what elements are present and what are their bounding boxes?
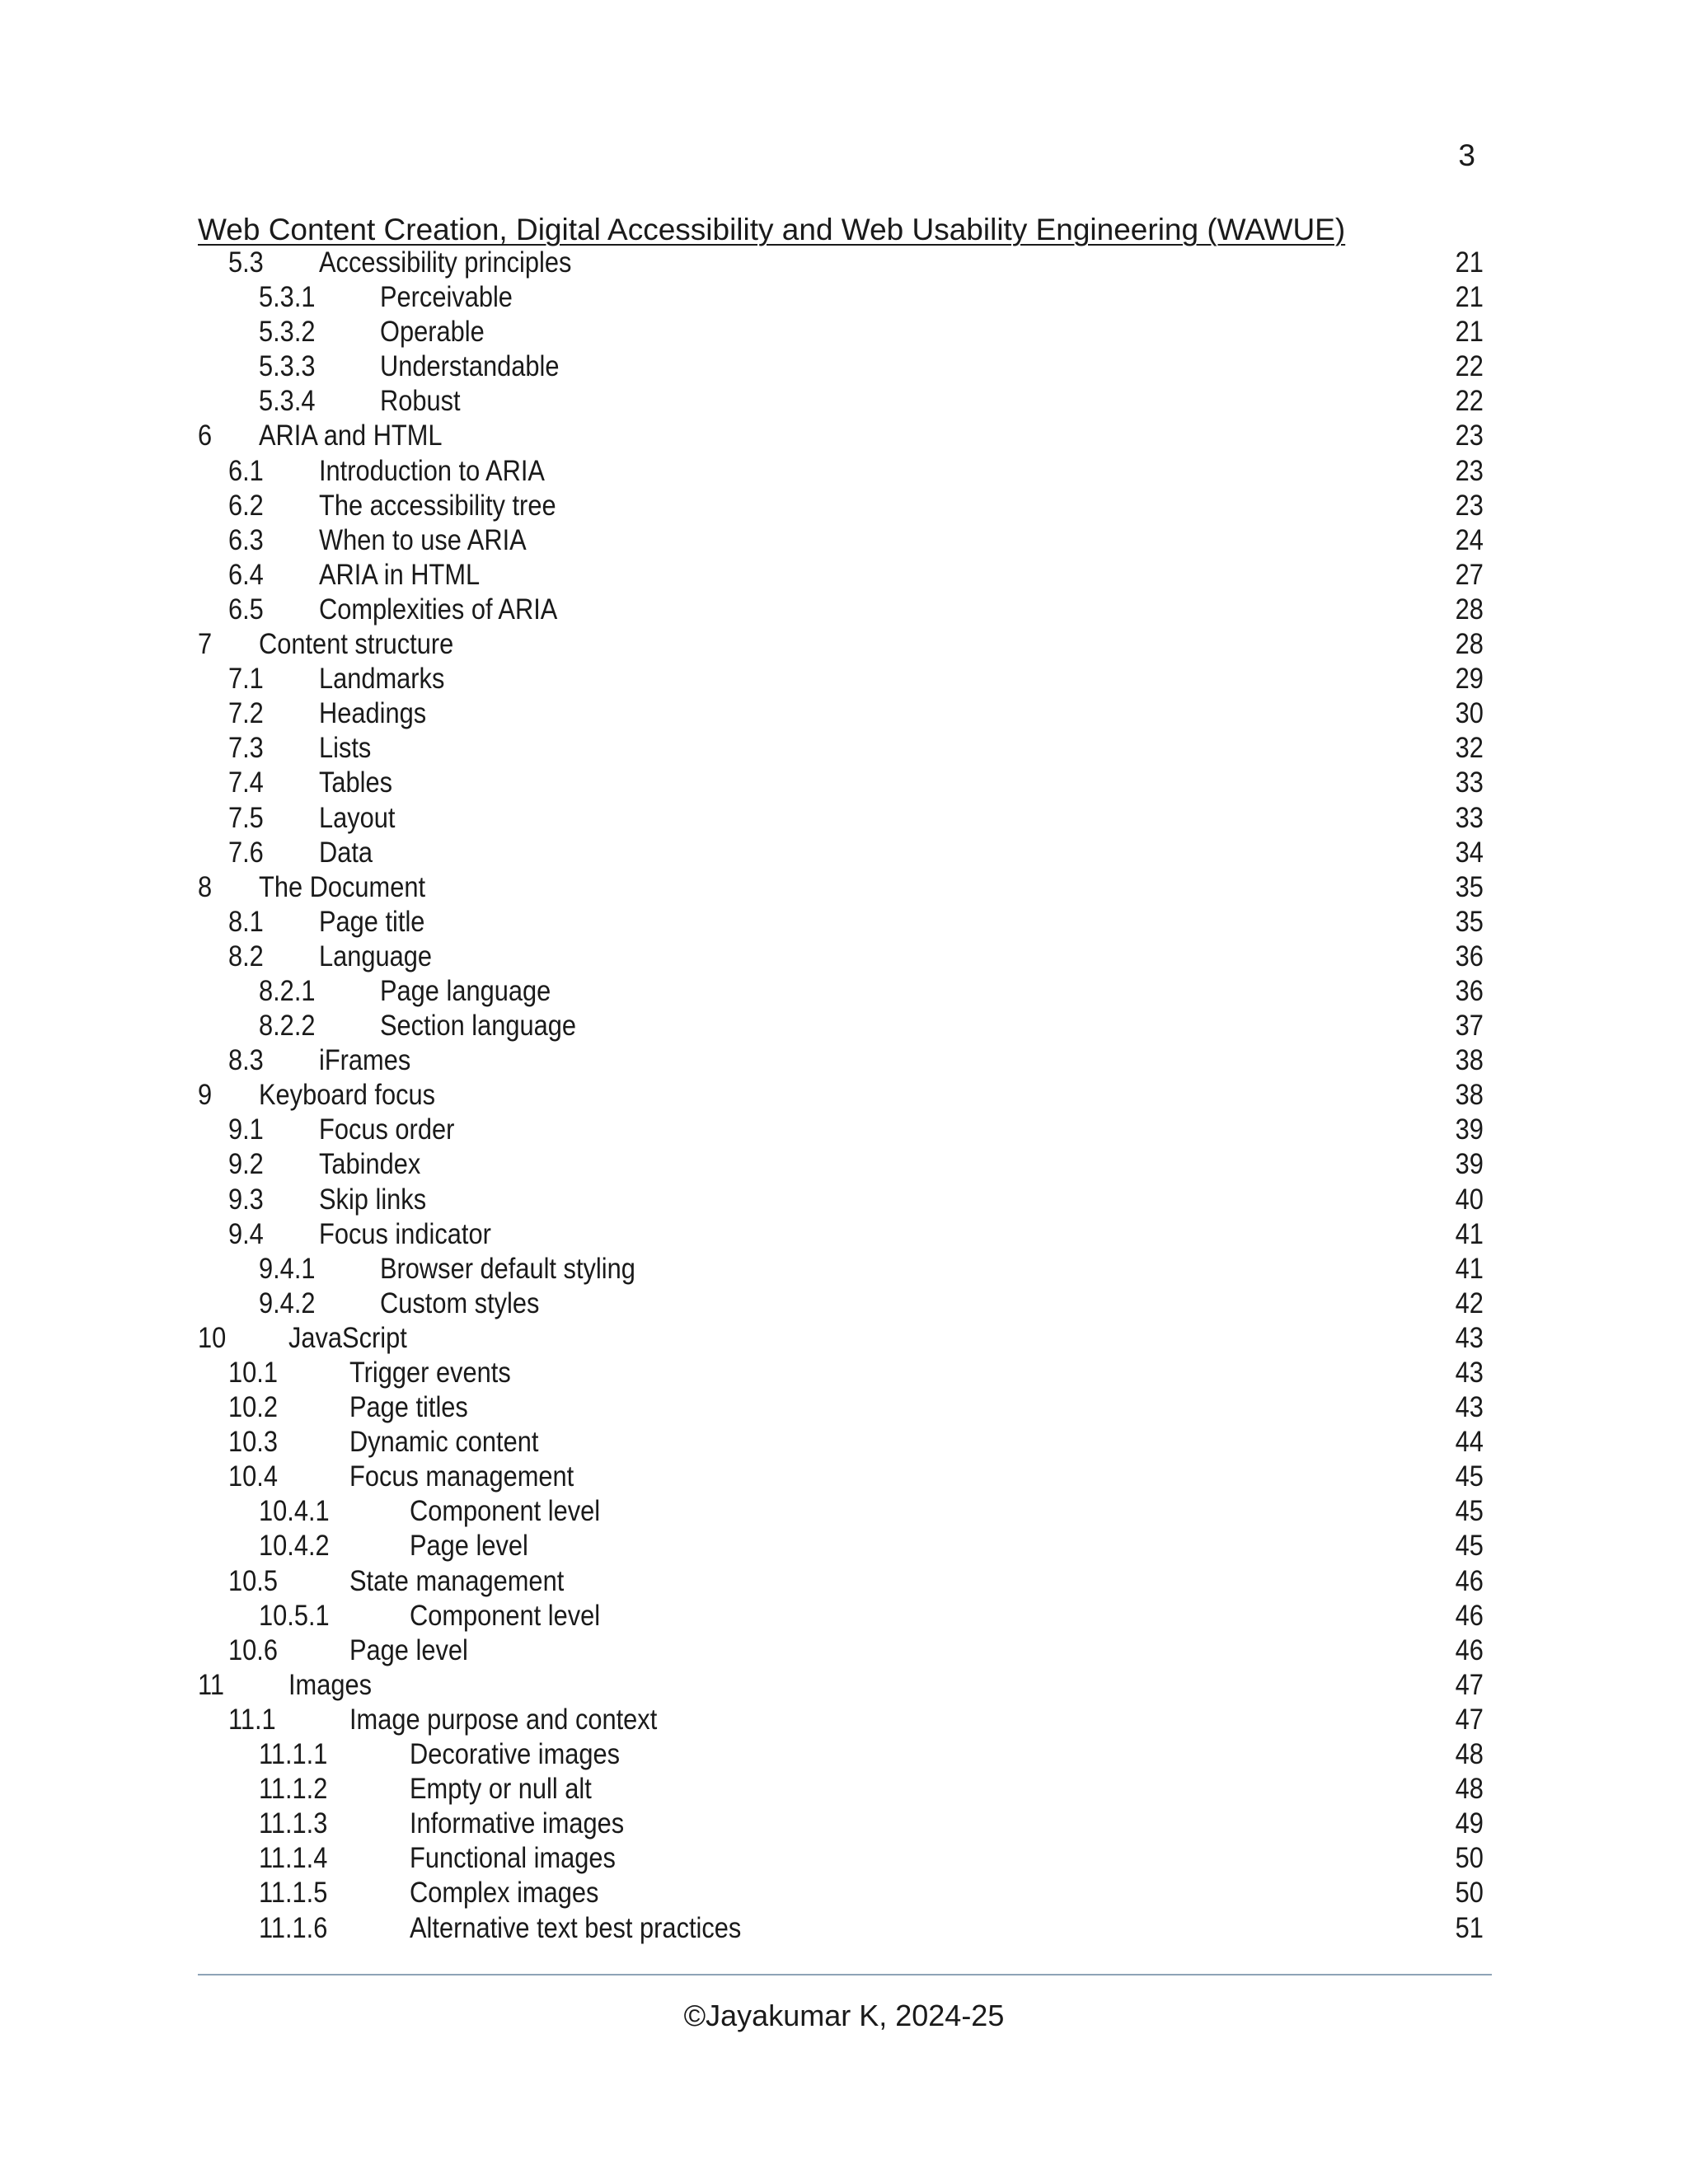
toc-entry-label: Tables bbox=[319, 766, 393, 799]
toc-entry-page: 48 bbox=[1455, 1738, 1484, 1771]
toc-entry-label: Tabindex bbox=[319, 1148, 421, 1181]
toc-entry-number: 7.6 bbox=[228, 836, 264, 869]
toc-entry[interactable] bbox=[198, 731, 1484, 766]
toc-entry-page: 36 bbox=[1455, 974, 1484, 1007]
toc-entry-label: Accessibility principles bbox=[319, 246, 572, 279]
toc-entry-page: 35 bbox=[1455, 870, 1484, 903]
toc-entry-number: 5.3.3 bbox=[259, 350, 316, 383]
toc-entry-label: Skip links bbox=[319, 1183, 427, 1216]
toc-entry-label: Language bbox=[319, 940, 433, 972]
toc-entry[interactable] bbox=[198, 1737, 1484, 1772]
toc-entry-label: Empty or null alt bbox=[410, 1773, 592, 1806]
toc-entry-label: Component level bbox=[410, 1599, 601, 1632]
toc-entry-number: 9.3 bbox=[228, 1183, 264, 1216]
toc-entry-label: Component level bbox=[410, 1495, 601, 1528]
toc-entry-label: Alternative text best practices bbox=[410, 1911, 742, 1944]
toc-entry-page: 36 bbox=[1455, 940, 1484, 972]
toc-entry[interactable] bbox=[198, 1183, 1484, 1217]
toc-entry[interactable] bbox=[198, 1494, 1484, 1529]
toc-entry-page: 29 bbox=[1455, 663, 1484, 696]
toc-entry-number: 11.1.3 bbox=[259, 1807, 328, 1840]
toc-entry-number: 9 bbox=[198, 1079, 213, 1112]
toc-entry-page: 38 bbox=[1455, 1079, 1484, 1112]
toc-entry[interactable] bbox=[198, 870, 1484, 905]
toc-entry-number: 10.4 bbox=[228, 1460, 278, 1493]
toc-entry[interactable] bbox=[198, 1564, 1484, 1599]
toc-entry-number: 5.3.1 bbox=[259, 281, 316, 314]
toc-entry-number: 11.1.4 bbox=[259, 1842, 328, 1875]
toc-entry-number: 5.3.2 bbox=[259, 316, 316, 349]
toc-entry-label: Robust bbox=[380, 385, 461, 418]
toc-entry-label: Focus order bbox=[319, 1113, 455, 1146]
toc-entry-page: 47 bbox=[1455, 1668, 1484, 1701]
toc-entry-label: Operable bbox=[380, 316, 485, 349]
toc-entry-page: 37 bbox=[1455, 1010, 1484, 1043]
toc-entry[interactable] bbox=[198, 1113, 1484, 1147]
toc-entry-number: 8 bbox=[198, 870, 213, 903]
toc-entry-page: 47 bbox=[1455, 1703, 1484, 1736]
toc-entry-number: 8.2.2 bbox=[259, 1010, 316, 1043]
toc-entry[interactable] bbox=[198, 593, 1484, 627]
toc-entry-page: 45 bbox=[1455, 1530, 1484, 1563]
toc-entry-page: 28 bbox=[1455, 628, 1484, 661]
toc-entry-label: iFrames bbox=[319, 1044, 411, 1077]
toc-entry-number: 7.4 bbox=[228, 766, 264, 799]
toc-entry-number: 7.5 bbox=[228, 801, 264, 834]
document-title: Web Content Creation, Digital Accessibility and Web Usability Engineering (WAWUE) bbox=[198, 213, 1346, 246]
toc-entry-number: 6.2 bbox=[228, 489, 264, 522]
toc-entry-page: 46 bbox=[1455, 1564, 1484, 1597]
toc-entry[interactable] bbox=[198, 1703, 1484, 1737]
toc-entry-label: JavaScript bbox=[288, 1321, 407, 1354]
toc-entry-label: Image purpose and context bbox=[349, 1703, 658, 1736]
toc-entry-label: Introduction to ARIA bbox=[319, 454, 545, 487]
toc-entry[interactable] bbox=[198, 1529, 1484, 1563]
toc-entry-label: Perceivable bbox=[380, 281, 513, 314]
toc-entry-label: Images bbox=[288, 1668, 373, 1701]
toc-entry-number: 10 bbox=[198, 1321, 227, 1354]
toc-entry[interactable] bbox=[198, 801, 1484, 836]
toc-entry-page: 49 bbox=[1455, 1807, 1484, 1840]
toc-entry[interactable] bbox=[198, 1147, 1484, 1182]
toc-entry-number: 10.2 bbox=[228, 1391, 278, 1424]
toc-entry-page: 34 bbox=[1455, 836, 1484, 869]
toc-entry-page: 50 bbox=[1455, 1842, 1484, 1875]
toc-entry-number: 11.1.5 bbox=[259, 1877, 328, 1910]
toc-entry[interactable] bbox=[198, 349, 1484, 384]
toc-entry-number: 8.2 bbox=[228, 940, 264, 972]
toc-entry-label: Complex images bbox=[410, 1877, 599, 1910]
toc-entry-label: Headings bbox=[319, 697, 427, 730]
toc-entry[interactable] bbox=[198, 940, 1484, 974]
toc-entry-number: 8.3 bbox=[228, 1044, 264, 1077]
toc-entry[interactable] bbox=[198, 523, 1484, 558]
toc-entry-number: 6.4 bbox=[228, 558, 264, 591]
toc-entry-number: 6 bbox=[198, 419, 213, 452]
toc-entry-page: 39 bbox=[1455, 1148, 1484, 1181]
toc-entry[interactable] bbox=[198, 1772, 1484, 1807]
toc-entry-label: Content structure bbox=[259, 628, 454, 661]
toc-entry-number: 8.1 bbox=[228, 905, 264, 938]
toc-entry-page: 43 bbox=[1455, 1321, 1484, 1354]
toc-entry-label: Layout bbox=[319, 801, 396, 834]
toc-entry-label: Focus indicator bbox=[319, 1217, 491, 1250]
toc-entry-page: 42 bbox=[1455, 1286, 1484, 1319]
toc-entry-number: 6.3 bbox=[228, 523, 264, 556]
toc-entry-page: 45 bbox=[1455, 1495, 1484, 1528]
toc-entry-label: Understandable bbox=[380, 350, 560, 383]
toc-entry-label: When to use ARIA bbox=[319, 523, 527, 556]
toc-entry-page: 38 bbox=[1455, 1044, 1484, 1077]
toc-entry-page: 23 bbox=[1455, 419, 1484, 452]
toc-entry-number: 10.1 bbox=[228, 1357, 278, 1389]
toc-entry-page: 43 bbox=[1455, 1391, 1484, 1424]
toc-entry[interactable] bbox=[198, 419, 1484, 453]
toc-entry[interactable] bbox=[198, 766, 1484, 800]
toc-entry-number: 10.5 bbox=[228, 1564, 278, 1597]
toc-entry[interactable] bbox=[198, 1217, 1484, 1252]
toc-entry-page: 48 bbox=[1455, 1773, 1484, 1806]
toc-entry[interactable] bbox=[198, 489, 1484, 523]
toc-entry-page: 33 bbox=[1455, 766, 1484, 799]
toc-entry-page: 43 bbox=[1455, 1357, 1484, 1389]
toc-entry[interactable] bbox=[198, 1009, 1484, 1043]
toc-entry-number: 7.1 bbox=[228, 663, 264, 696]
toc-entry-page: 46 bbox=[1455, 1599, 1484, 1632]
toc-entry[interactable] bbox=[198, 280, 1484, 315]
toc-entry[interactable] bbox=[198, 974, 1484, 1009]
toc-entry[interactable] bbox=[198, 627, 1484, 662]
toc-entry-page: 41 bbox=[1455, 1252, 1484, 1285]
toc-entry-number: 11.1.2 bbox=[259, 1773, 328, 1806]
toc-entry[interactable] bbox=[198, 1321, 1484, 1356]
toc-entry[interactable] bbox=[198, 454, 1484, 489]
toc-entry[interactable] bbox=[198, 836, 1484, 870]
toc-entry[interactable] bbox=[198, 1633, 1484, 1668]
toc-entry-page: 46 bbox=[1455, 1633, 1484, 1666]
toc-entry-label: Focus management bbox=[349, 1460, 574, 1493]
toc-entry[interactable] bbox=[198, 1807, 1484, 1841]
toc-entry-number: 9.4.1 bbox=[259, 1252, 316, 1285]
toc-entry-number: 5.3.4 bbox=[259, 385, 316, 418]
toc-entry-page: 45 bbox=[1455, 1460, 1484, 1493]
toc-entry-label: Page title bbox=[319, 905, 425, 938]
toc-entry[interactable] bbox=[198, 905, 1484, 940]
toc-entry-label: ARIA and HTML bbox=[259, 419, 443, 452]
toc-entry-page: 23 bbox=[1455, 489, 1484, 522]
toc-entry-number: 9.1 bbox=[228, 1113, 264, 1146]
toc-entry[interactable] bbox=[198, 315, 1484, 349]
toc-entry-number: 8.2.1 bbox=[259, 974, 316, 1007]
toc-entry[interactable] bbox=[198, 1876, 1484, 1910]
toc-entry[interactable] bbox=[198, 1078, 1484, 1113]
toc-entry-number: 11.1.6 bbox=[259, 1911, 328, 1944]
toc-entry-label: Trigger events bbox=[349, 1357, 511, 1389]
toc-entry-label: Complexities of ARIA bbox=[319, 593, 558, 626]
toc-entry-label: Landmarks bbox=[319, 663, 445, 696]
toc-entry-label: Dynamic content bbox=[349, 1426, 539, 1459]
toc-entry-page: 32 bbox=[1455, 732, 1484, 765]
toc-entry-label: State management bbox=[349, 1564, 565, 1597]
toc-entry[interactable] bbox=[198, 558, 1484, 593]
toc-entry-label: Page titles bbox=[349, 1391, 468, 1424]
toc-entry[interactable] bbox=[198, 1668, 1484, 1703]
footer-copyright: ©Jayakumar K, 2024-25 bbox=[683, 1999, 1005, 2032]
footer-divider bbox=[198, 1974, 1492, 1975]
toc-entry-label: Decorative images bbox=[410, 1738, 621, 1771]
toc-entry-number: 10.4.2 bbox=[259, 1530, 330, 1563]
toc-entry-label: Keyboard focus bbox=[259, 1079, 436, 1112]
toc-entry-label: The Document bbox=[259, 870, 426, 903]
toc-entry-label: The accessibility tree bbox=[319, 489, 556, 522]
toc-entry-page: 28 bbox=[1455, 593, 1484, 626]
toc-entry-number: 9.4 bbox=[228, 1217, 264, 1250]
toc-entry-number: 7 bbox=[198, 628, 213, 661]
toc-entry[interactable] bbox=[198, 1599, 1484, 1633]
toc-entry[interactable] bbox=[198, 1911, 1484, 1946]
toc-entry-label: Informative images bbox=[410, 1807, 625, 1840]
toc-entry-number: 11.1.1 bbox=[259, 1738, 328, 1771]
toc-entry-number: 6.1 bbox=[228, 454, 264, 487]
toc-entry-number: 7.3 bbox=[228, 732, 264, 765]
toc-entry-number: 10.3 bbox=[228, 1426, 278, 1459]
toc-entry-number: 9.2 bbox=[228, 1148, 264, 1181]
toc-entry-page: 21 bbox=[1455, 281, 1484, 314]
toc-entry-page: 50 bbox=[1455, 1877, 1484, 1910]
toc-entry-page: 41 bbox=[1455, 1217, 1484, 1250]
toc-entry[interactable] bbox=[198, 1252, 1484, 1286]
toc-entry-number: 11 bbox=[198, 1668, 224, 1701]
toc-entry-page: 24 bbox=[1455, 523, 1484, 556]
toc-entry[interactable] bbox=[198, 1286, 1484, 1321]
toc-entry-page: 40 bbox=[1455, 1183, 1484, 1216]
toc-entry-number: 10.4.1 bbox=[259, 1495, 330, 1528]
toc-entry-label: Browser default styling bbox=[380, 1252, 635, 1285]
toc-entry[interactable] bbox=[198, 1356, 1484, 1390]
toc-entry-label: Custom styles bbox=[380, 1286, 540, 1319]
toc-entry[interactable] bbox=[198, 1390, 1484, 1425]
toc-entry[interactable] bbox=[198, 246, 1484, 280]
toc-entry[interactable] bbox=[198, 1841, 1484, 1876]
toc-entry-page: 27 bbox=[1455, 558, 1484, 591]
toc-entry-label: Data bbox=[319, 836, 373, 869]
toc-entry-label: Page level bbox=[410, 1530, 528, 1563]
toc-entry-number: 6.5 bbox=[228, 593, 264, 626]
toc-entry-page: 23 bbox=[1455, 454, 1484, 487]
toc-entry-page: 35 bbox=[1455, 905, 1484, 938]
toc-entry-page: 22 bbox=[1455, 350, 1484, 383]
toc-entry-label: Page level bbox=[349, 1633, 468, 1666]
toc-entry-page: 21 bbox=[1455, 316, 1484, 349]
toc-entry-page: 51 bbox=[1455, 1911, 1484, 1944]
toc-entry[interactable] bbox=[198, 1425, 1484, 1460]
toc-entry-page: 39 bbox=[1455, 1113, 1484, 1146]
toc-entry-number: 7.2 bbox=[228, 697, 264, 730]
toc-entry-number: 10.5.1 bbox=[259, 1599, 330, 1632]
toc-entry-label: Section language bbox=[380, 1010, 577, 1043]
toc-entry-page: 30 bbox=[1455, 697, 1484, 730]
toc-entry-number: 9.4.2 bbox=[259, 1286, 316, 1319]
toc-entry[interactable] bbox=[198, 662, 1484, 696]
toc-entry-label: ARIA in HTML bbox=[319, 558, 481, 591]
toc-entry-number: 5.3 bbox=[228, 246, 264, 279]
toc-entry[interactable] bbox=[198, 384, 1484, 419]
toc-entry-page: 33 bbox=[1455, 801, 1484, 834]
toc-entry-label: Functional images bbox=[410, 1842, 616, 1875]
toc-entry-label: Lists bbox=[319, 732, 372, 765]
toc-entry-page: 44 bbox=[1455, 1426, 1484, 1459]
toc-entry-page: 22 bbox=[1455, 385, 1484, 418]
toc-entry[interactable] bbox=[198, 1460, 1484, 1494]
toc-entry-page: 21 bbox=[1455, 246, 1484, 279]
toc-entry-number: 10.6 bbox=[228, 1633, 278, 1666]
toc-entry[interactable] bbox=[198, 1043, 1484, 1078]
table-of-contents bbox=[198, 246, 1484, 1946]
toc-entry-label: Page language bbox=[380, 974, 551, 1007]
toc-entry-number: 11.1 bbox=[228, 1703, 276, 1736]
page-number: 3 bbox=[1458, 138, 1475, 172]
toc-entry[interactable] bbox=[198, 696, 1484, 731]
